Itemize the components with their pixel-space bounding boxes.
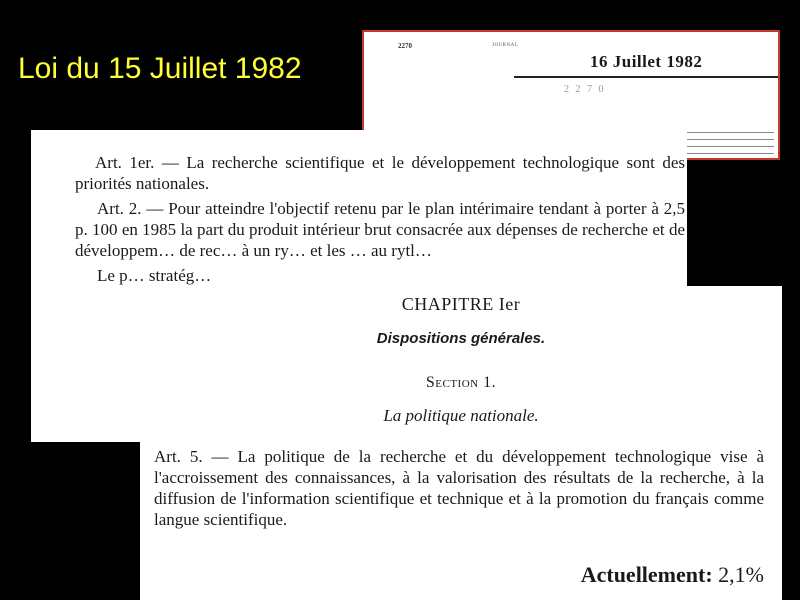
journal-date: 16 Juillet 1982 — [590, 52, 703, 71]
journal-name: JOURNAL — [492, 43, 519, 48]
chapitre-clipping — [140, 286, 782, 600]
article-5: Art. 5. — La politique de la recherche et du développement technologique vise à l'accroissement des connaissances, à la valorisation des résultats de la recherche, à la diffusion de l'information scientifique et technique et à la promotion du français comme langue scientifique. — [154, 447, 764, 529]
journal-page-number: 2270 — [398, 42, 412, 50]
chapter-title: CHAPITRE Ier — [401, 294, 521, 314]
current-rate-note — [581, 562, 764, 588]
text-line — [682, 146, 774, 147]
journal-page-number-faint: 2 2 7 0 — [564, 84, 606, 95]
article-1: Art. 1er. — La recherche scientifique et le développement technologique sont des priorités nationales. — [75, 153, 685, 193]
journal-rule — [514, 76, 780, 78]
journal-masthead — [364, 32, 778, 78]
journal-text-column — [682, 132, 774, 160]
current-rate-value: 2,1% — [718, 562, 764, 587]
article-3-fragment: Le p… stratég… — [97, 266, 212, 285]
current-rate-label: Actuellement: — [580, 562, 713, 587]
text-line — [682, 139, 774, 140]
text-line — [682, 132, 774, 133]
slide-title: Loi du 15 Juillet 1982 — [18, 52, 302, 85]
chapter-subtitle: Dispositions générales. — [376, 330, 546, 347]
text-line — [682, 153, 774, 154]
articles-text — [75, 152, 685, 290]
article-2: Art. 2. — Pour atteindre l'objectif retenu par le plan intérimaire tendant à porter à 2,5 p. 100 en 1985 la part du produit intérieur brut consacrée aux dépenses de recherche et de développem… de rec… à un ry… et les … au rytl… — [75, 199, 685, 260]
section-title: Section 1. — [425, 374, 497, 391]
section-subtitle: La politique nationale. — [383, 406, 539, 425]
